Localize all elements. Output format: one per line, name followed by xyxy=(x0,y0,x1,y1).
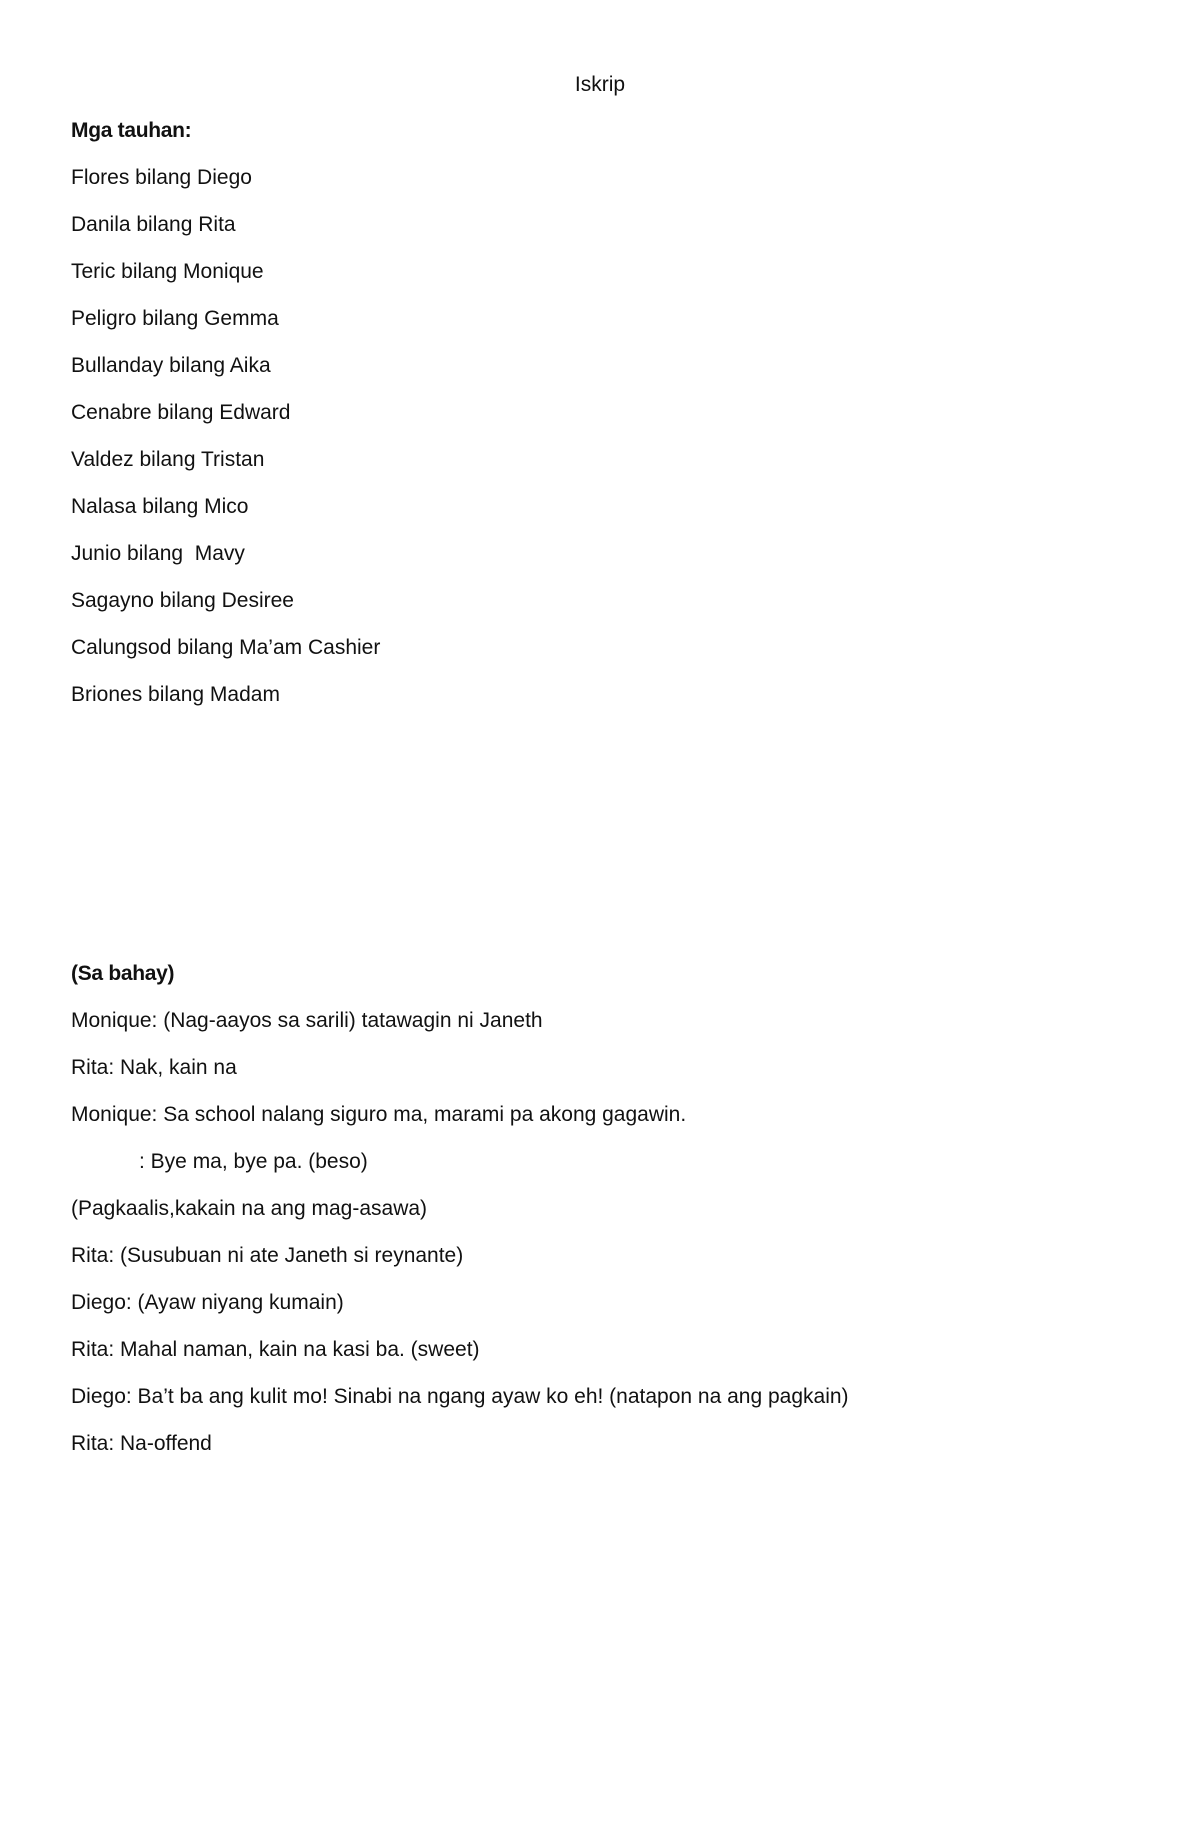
cast-item: Valdez bilang Tristan xyxy=(71,448,265,471)
dialogue-line: : Bye ma, bye pa. (beso) xyxy=(139,1150,368,1173)
dialogue-line: Diego: Ba’t ba ang kulit mo! Sinabi na ngang ayaw ko eh! (natapon na ang pagkain) xyxy=(71,1385,849,1408)
cast-item: Briones bilang Madam xyxy=(71,683,280,706)
cast-list xyxy=(71,118,1131,729)
cast-heading: Mga tauhan: xyxy=(71,119,192,142)
cast-item: Peligro bilang Gemma xyxy=(71,307,279,330)
dialogue-line: Rita: Nak, kain na xyxy=(71,1056,237,1079)
stage-direction: (Pagkaalis,kakain na ang mag-asawa) xyxy=(71,1197,428,1220)
dialogue-line: Monique: (Nag-aayos sa sarili) tatawagin ni Janeth xyxy=(71,1009,543,1032)
scene-heading: (Sa bahay) xyxy=(71,962,175,985)
cast-item: Cenabre bilang Edward xyxy=(71,401,291,424)
dialogue-line: Rita: Na-offend xyxy=(71,1432,212,1455)
cast-item: Bullanday bilang Aika xyxy=(71,354,271,377)
cast-item: Teric bilang Monique xyxy=(71,260,264,283)
cast-item: Flores bilang Diego xyxy=(71,166,252,189)
cast-item: Sagayno bilang Desiree xyxy=(71,589,294,612)
scene-dialogue xyxy=(71,961,1151,1478)
dialogue-line: Monique: Sa school nalang siguro ma, marami pa akong gagawin. xyxy=(71,1103,687,1126)
dialogue-line: Diego: (Ayaw niyang kumain) xyxy=(71,1291,344,1314)
dialogue-line: Rita: (Susubuan ni ate Janeth si reynante) xyxy=(71,1244,464,1267)
cast-item: Nalasa bilang Mico xyxy=(71,495,249,518)
document-title: Iskrip xyxy=(574,73,626,96)
cast-item: Danila bilang Rita xyxy=(71,213,236,236)
dialogue-line: Rita: Mahal naman, kain na kasi ba. (sweet) xyxy=(71,1338,480,1361)
cast-item: Junio bilang Mavy xyxy=(71,542,245,565)
cast-item: Calungsod bilang Ma’am Cashier xyxy=(71,636,381,659)
